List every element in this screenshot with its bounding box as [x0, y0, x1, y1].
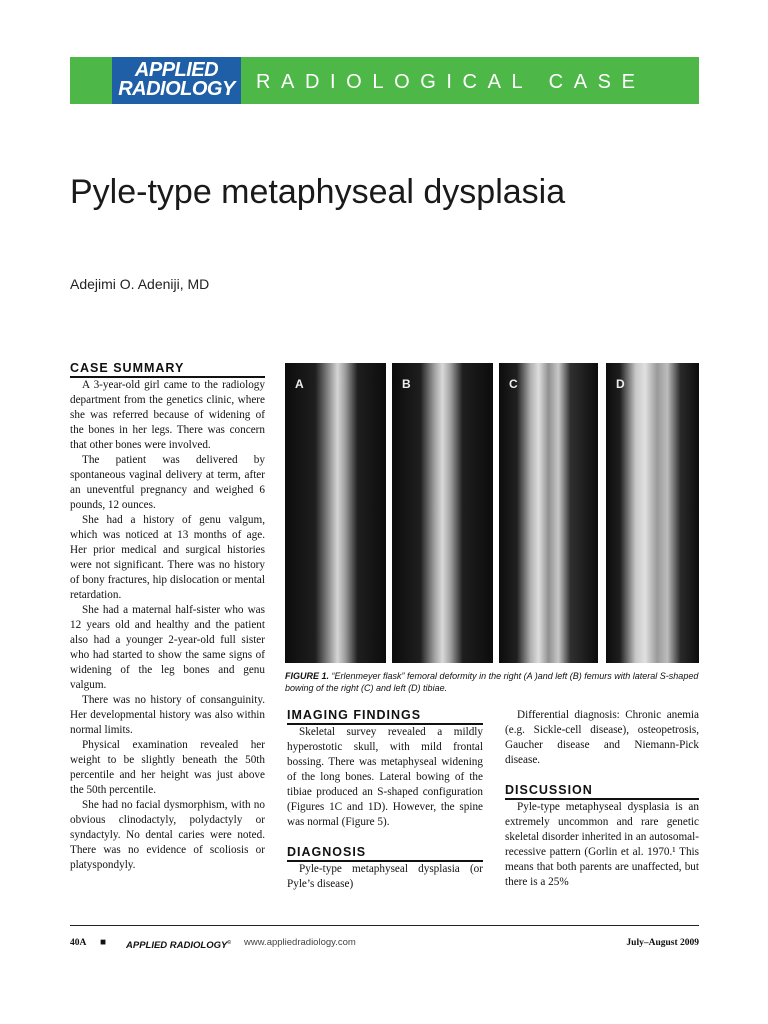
page-number: 40A [70, 938, 87, 948]
paragraph: She had no facial dysmorphism, with no obvious clinodactyly, polydactyly or syndactyly. No dental caries were noted. There was no evidence of scoliosis or platyspondyly. [70, 799, 265, 871]
discussion-heading: DISCUSSION [505, 783, 593, 797]
caption-text: “Erlenmeyer flask” femoral deformity in the right (A )and left (B) femurs with lateral S-shaped bowing of the right (C) and left (D) tibiae. [285, 671, 699, 693]
logo-line-2: RADIOLOGY [118, 78, 235, 100]
panel-label-b: B [402, 377, 411, 391]
paragraph: She had a maternal half-sister who was 12 years old and healthy and the patient also had a younger 2-year-old full sister who had started to show the same signs of widening of the leg bones and genu valgum. [70, 604, 265, 691]
paragraph: The patient was delivered by spontaneous vaginal delivery at term, after an uneventful pregnancy and weighed 6 pounds, 12 ounces. [70, 454, 265, 511]
footer-date: July–August 2009 [626, 938, 699, 948]
figure-caption [285, 670, 700, 694]
case-summary-section [70, 361, 265, 873]
panel-label-c: C [509, 377, 518, 391]
section-banner-title: RADIOLOGICAL CASE [256, 71, 646, 93]
xray-panel-d [606, 363, 699, 663]
paragraph: There was no history of consanguinity. Her developmental history was also within normal limits. [70, 694, 265, 736]
footer-trademark: © [227, 940, 232, 946]
footer-rule [70, 925, 699, 926]
article-title: Pyle-type metaphyseal dysplasia [70, 173, 566, 211]
paragraph: A 3-year-old girl came to the radiology department from the genetics clinic, where she was referred because of widening of the bones in her legs. There was concern that other bones were involved. [70, 379, 265, 451]
journal-logo [112, 57, 241, 104]
article-author: Adejimi O. Adeniji, MD [70, 276, 210, 292]
panel-label-a: A [295, 377, 304, 391]
paragraph: Differential diagnosis: Chronic anemia (e.g. Sickle-cell disease), osteopetrosis, Gaucher disease and Niemann-Pick disease. [505, 709, 699, 766]
imaging-findings-section [287, 708, 483, 892]
paragraph: Pyle-type metaphyseal dysplasia is an extremely uncommon and rare genetic skeletal disorder inherited in an autosomal-recessive pattern (Gorlin et al. 1970.¹ This means that both parents are unaffected, but there is a 25% [505, 801, 699, 888]
footer-journal-name: APPLIED RADIOLOGY [126, 940, 228, 952]
paragraph: Skeletal survey revealed a mildly hyperostotic skull, with mild frontal bossing. There was metaphyseal widening of the long bones. Lateral bowing of the tibiae produced an S-shaped configuration (Figures 1C and 1D). However, the spine was normal (Figure 5). [287, 726, 483, 828]
diagnosis-heading: DIAGNOSIS [287, 845, 367, 859]
differential-section [505, 708, 699, 890]
xray-panel-a [285, 363, 386, 663]
footer-bullet: ■ [100, 937, 107, 948]
imaging-findings-heading: IMAGING FINDINGS [287, 708, 422, 722]
footer-url: www.appliedradiology.com [244, 937, 356, 948]
logo-line-1: APPLIED [134, 59, 219, 81]
xray-panel-b [392, 363, 493, 663]
panel-label-d: D [616, 377, 625, 391]
caption-label: FIGURE 1. [285, 671, 330, 681]
paragraph: She had a history of genu valgum, which was noticed at 13 months of age. Her prior medical and surgical histories were not significant. There was no history of bony fractures, hip dislocation or mental retardation. [70, 514, 265, 601]
footer-journal [126, 937, 231, 952]
case-summary-heading: CASE SUMMARY [70, 361, 185, 375]
xray-panel-c [499, 363, 598, 663]
paragraph: Pyle-type metaphyseal dysplasia (or Pyle’s disease) [287, 863, 483, 890]
paragraph: Physical examination revealed her weight to be slightly beneath the 50th percentile and her height was just above the 50th percentile. [70, 739, 265, 796]
